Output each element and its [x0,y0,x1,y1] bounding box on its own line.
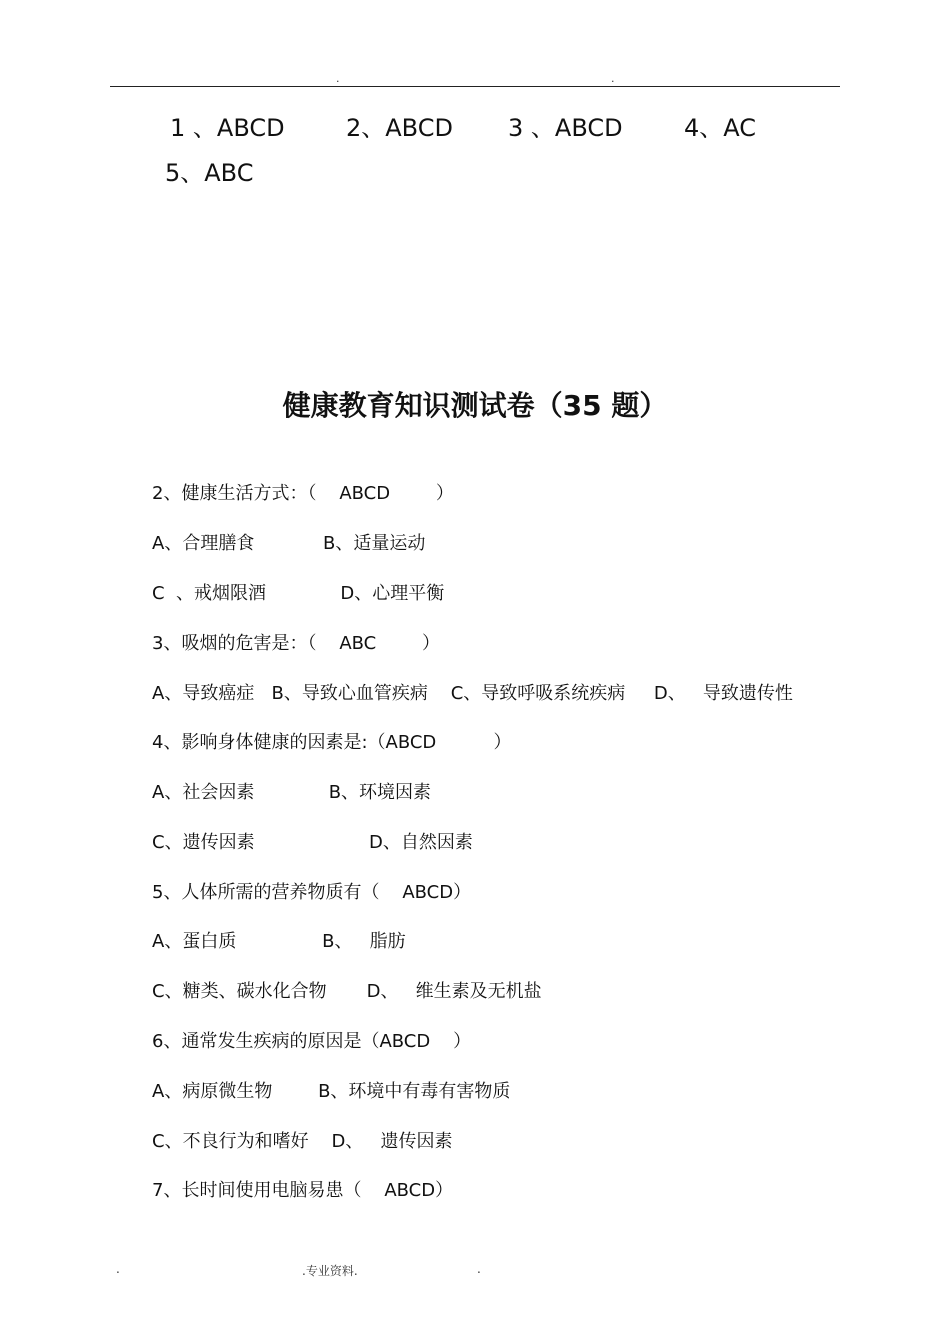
option-line: C、遗传因素 D、自然因素 [152,832,473,853]
footer-dot-left: . [116,1262,120,1276]
option-line: A、导致癌症 B、导致心血管疾病 C、导致呼吸系统疾病 D、 导致遗传性 [152,683,793,704]
page-title: 健康教育知识测试卷（35 题） [282,389,668,422]
option-line: A、蛋白质 B、 脂肪 [152,931,406,952]
option-line: A、社会因素 B、环境因素 [152,782,432,803]
header-rule [110,86,840,87]
answer-3: 3 、ABCD [508,114,623,142]
option-line: C、不良行为和嗜好 D、 遗传因素 [152,1131,453,1152]
header-dot-right: . [611,72,615,85]
question-line: 4、影响身体健康的因素是:（ABCD ） [152,732,512,753]
answer-4: 4、AC [684,114,757,142]
option-line: C 、戒烟限酒 D、心理平衡 [152,583,445,604]
header-dot-left: . [336,72,340,85]
option-line: A、合理膳食 B、适量运动 [152,533,426,554]
question-line: 7、长时间使用电脑易患（ ABCD） [152,1180,454,1201]
footer-dot-right: . [477,1262,481,1276]
question-line: 3、吸烟的危害是：（ ABC ） [152,633,441,654]
option-line: A、病原微生物 B、环境中有毒有害物质 [152,1081,511,1102]
question-line: 2、健康生活方式：（ ABCD ） [152,483,454,504]
answer-1: 1 、ABCD [170,114,285,142]
answer-5: 5、ABC [165,159,254,187]
question-line: 6、通常发生疾病的原因是（ABCD ） [152,1031,472,1052]
question-line: 5、人体所需的营养物质有（ ABCD） [152,882,472,903]
footer-label: .专业资料. [302,1264,358,1278]
answer-2: 2、ABCD [346,114,453,142]
option-line: C、糖类、碳水化合物 D、 维生素及无机盐 [152,981,542,1002]
